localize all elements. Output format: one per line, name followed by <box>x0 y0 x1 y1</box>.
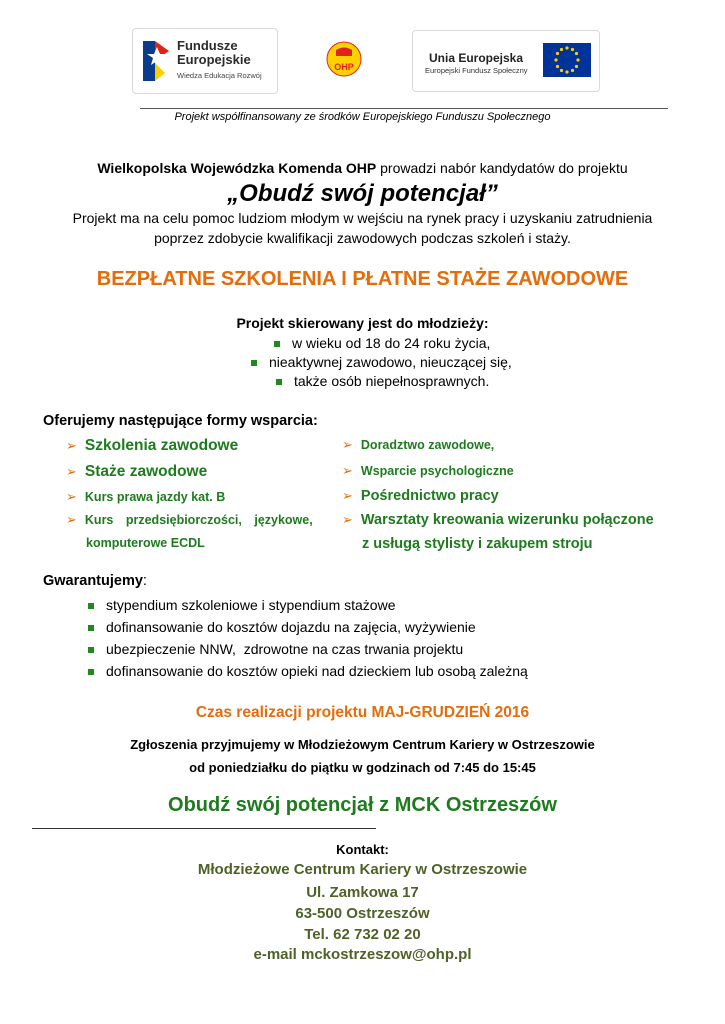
support-item: ➢ Doradztwo zawodowe, <box>342 437 495 452</box>
cofinanced-note: Projekt współfinansowany ze środków Europejskiego Funduszu Społecznego <box>174 111 551 123</box>
applications-line-1: Zgłoszenia przyjmujemy w Młodzieżowym Centrum Kariery w Ostrzeszowie <box>130 737 595 752</box>
intro-rest: prowadzi nabór kandydatów do projektu <box>376 160 628 176</box>
headline: BEZPŁATNE SZKOLENIA I PŁATNE STAŻE ZAWODOWE <box>96 268 629 290</box>
target-item: w wieku od 18 do 24 roku życia, <box>274 335 490 351</box>
bullet-icon <box>276 379 282 385</box>
contact-city: 63-500 Ostrzeszów <box>295 905 430 922</box>
contact-email[interactable]: e-mail mckostrzeszow@ohp.pl <box>253 946 472 963</box>
ue-title: Unia Europejska <box>429 51 524 65</box>
intro-org: Wielkopolska Wojewódzka Komenda OHP <box>97 160 377 176</box>
bullet-icon <box>88 669 94 675</box>
arrow-bullet-icon: ➢ <box>342 437 353 452</box>
target-item: także osób niepełnosprawnych. <box>276 373 489 389</box>
guarantee-item: stypendium szkoleniowe i stypendium stażowe <box>88 597 395 613</box>
slogan-divider <box>32 828 376 829</box>
goal-line-2: poprzez zdobycie kwalifikacji zawodowych podczas szkoleń i staży. <box>154 230 571 246</box>
arrow-bullet-icon: ➢ <box>342 512 353 527</box>
arrow-bullet-icon: ➢ <box>66 438 77 453</box>
project-period: Czas realizacji projektu MAJ-GRUDZIEŃ 2016 <box>195 704 530 721</box>
fundusze-europejskie-logo <box>132 28 278 94</box>
arrow-bullet-icon: ➢ <box>66 464 77 479</box>
guarantee-item: dofinansowanie do kosztów dojazdu na zajęcia, wyżywienie <box>88 619 476 635</box>
contact-phone: Tel. 62 732 02 20 <box>304 926 421 943</box>
support-item: ➢ Szkolenia zawodowe <box>66 437 239 454</box>
target-item: nieaktywnej zawodowo, nieuczącej się, <box>251 354 512 370</box>
bullet-icon <box>88 647 94 653</box>
support-item: ➢ Kurs prawa jazdy kat. B <box>66 489 226 504</box>
bullet-icon <box>251 360 257 366</box>
bullet-icon <box>274 341 280 347</box>
arrow-bullet-icon: ➢ <box>342 488 353 503</box>
eu-flag-icon <box>543 43 591 77</box>
support-item: ➢ Kurs przedsiębiorczości, językowe, <box>66 512 313 527</box>
support-item-cont: z usługą stylisty i zakupem stroju <box>362 536 593 552</box>
guarantee-item: ubezpieczenie NNW, zdrowotne na czas trwania projektu <box>88 641 463 657</box>
arrow-bullet-icon: ➢ <box>66 512 77 527</box>
guarantee-heading: Gwarantujemy: <box>43 573 147 589</box>
slogan: Obudź swój potencjał z MCK Ostrzeszów <box>168 794 557 816</box>
bullet-icon <box>88 603 94 609</box>
project-title: „Obudź swój potencjał” <box>227 180 498 207</box>
target-heading: Projekt skierowany jest do młodzieży: <box>236 315 489 331</box>
ue-subtitle: Europejski Fundusz Społeczny <box>425 66 528 75</box>
arrow-bullet-icon: ➢ <box>342 463 353 478</box>
intro-line <box>0 160 725 176</box>
goal-line-1: Projekt ma na celu pomoc ludziom młodym w wejściu na rynek pracy i uzyskaniu zatrudnienia <box>72 210 653 226</box>
ohp-logo <box>326 41 362 77</box>
support-item: ➢ Staże zawodowe <box>66 463 208 480</box>
guarantee-item: dofinansowanie do kosztów opieki nad dzieckiem lub osobą zależną <box>88 663 528 679</box>
unia-europejska-logo <box>412 30 600 92</box>
arrow-bullet-icon: ➢ <box>66 489 77 504</box>
support-item: ➢ Wsparcie psychologiczne <box>342 463 514 478</box>
support-item-cont: komputerowe ECDL <box>86 536 205 550</box>
ohp-label: OHP <box>334 62 354 72</box>
fe-line1: Fundusze <box>177 38 238 53</box>
support-item: ➢ Pośrednictwo pracy <box>342 488 499 504</box>
bullet-icon <box>88 625 94 631</box>
fe-tagline: Wiedza Edukacja Rozwój <box>177 71 262 80</box>
fe-star-icon <box>141 37 171 85</box>
applications-line-2: od poniedziałku do piątku w godzinach od 7:45 do 15:45 <box>189 760 536 775</box>
header-divider <box>140 108 668 109</box>
support-item: ➢ Warsztaty kreowania wizerunku połączone <box>342 512 654 528</box>
fe-line2: Europejskie <box>177 52 251 67</box>
contact-label: Kontakt: <box>336 842 389 857</box>
contact-name: Młodzieżowe Centrum Kariery w Ostrzeszowie <box>197 861 528 878</box>
support-heading: Oferujemy następujące formy wsparcia: <box>43 413 318 429</box>
contact-street: Ul. Zamkowa 17 <box>306 884 419 901</box>
